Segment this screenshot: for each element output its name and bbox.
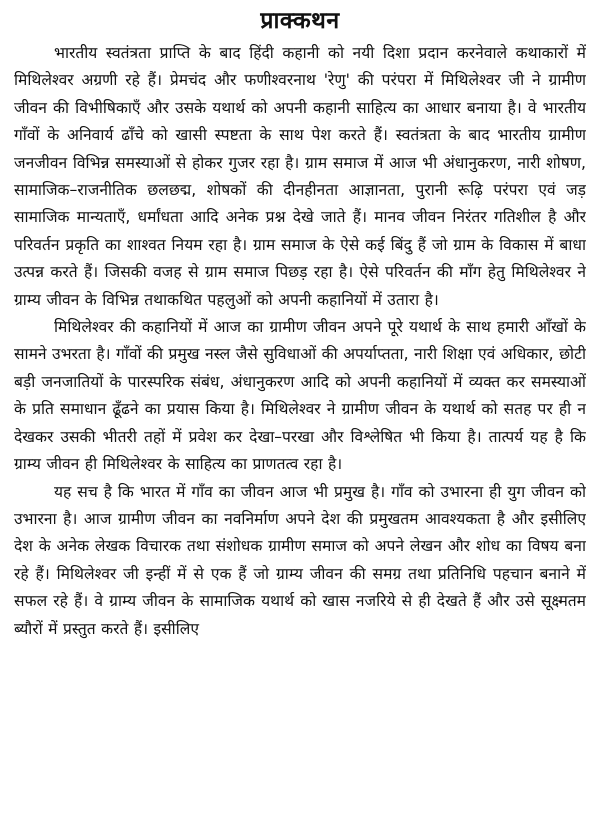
paragraph-2: मिथिलेश्वर की कहानियों में आज का ग्रामीण जीवन अपने पूरे यथार्थ के साथ हमारी आँखों के सामने उभरता है। गाँवों की प्रमुख नस्ल जैसे सुविधाओं की अपर्याप्तता, नारी शिक्षा एवं अधिकार, छोटी बड़ी जनजातियों के पारस्परिक संबंध, अंधानुकरण आदि को अपनी कहानियों में व्यक्त कर समस्याओं के प्रति समाधान ढूँढने का प्रयास किया है। मिथिलेश्वर ने ग्रामीण जीवन के यथार्थ को सतह पर ही न देखकर उसकी भीतरी तहों में प्रवेश कर देखा–परखा और विश्लेषित भी किया है। तात्पर्य यह है कि ग्राम्य जीवन ही मिथिलेश्वर के साहित्य का प्राणतत्व रहा है। xyxy=(14,318,586,474)
paragraph-3: यह सच है कि भारत में गाँव का जीवन आज भी प्रमुख है। गाँव को उभारना ही युग जीवन को उभारना है। आज ग्रामीण जीवन का नवनिर्माण अपने देश की प्रमुखतम आवश्यकता है और इसीलिए देश के अनेक लेखक विचारक तथा संशोधक ग्रामीण समाज को अपने लेखन और शोध का विषय बना रहे हैं। मिथिलेश्वर जी इन्हीं में से एक हैं जो ग्राम्य जीवन की समग्र तथा प्रतिनिधि पहचान बनाने में सफल रहे हैं। वे ग्राम्य जीवन के सामाजिक यथार्थ को खास नजरिये से ही देखते हैं और उसे सूक्ष्मतम ब्यौरों में प्रस्तुत करते हैं। इसीलिए xyxy=(14,482,586,638)
paragraph-1: भारतीय स्वतंत्रता प्राप्ति के बाद हिंदी कहानी को नयी दिशा प्रदान करनेवाले कथाकारों में मिथिलेश्वर अग्रणी रहे हैं। प्रेमचंद और फणीश्वरनाथ 'रेणु' की परंपरा में मिथिलेश्वर जी ने ग्रामीण जीवन की विभीषिकाएँ और उसके यथार्थ को अपनी कहानी साहित्य का आधार बनाया है। वे भारतीय गाँवों के अनिवार्य ढाँचे को खासी स्पष्टता के साथ पेश करते हैं। स्वतंत्रता के बाद भारतीय ग्रामीण जनजीवन विभिन्न समस्याओं से होकर गुजर रहा है। ग्राम समाज में आज भी अंधानुकरण, नारी शोषण, सामाजिक–राजनीतिक छलछद्म, शोषकों की दीनहीनता आज्ञानता, पुरानी रूढ़ि परंपरा एवं जड़ सामाजिक मान्यताएँ, धर्मांधता आदि अनेक प्रश्न देखे जाते हैं। मानव जीवन निरंतर गतिशील है और परिवर्तन प्रकृति का शाश्वत नियम रहा है। ग्राम समाज के ऐसे कई बिंदु हैं जो ग्राम के विकास में बाधा उत्पन्न करते हैं। जिसकी वजह से ग्राम समाज पिछड़ रहा है। ऐसे परिवर्तन की माँग हेतु मिथिलेश्वर ने ग्राम्य जीवन के विभिन्न तथाकथित पहलुओं को अपनी कहानियों में उतारा है। xyxy=(14,44,586,309)
document-page xyxy=(14,0,586,814)
page-title: प्राक्कथन xyxy=(260,8,340,34)
